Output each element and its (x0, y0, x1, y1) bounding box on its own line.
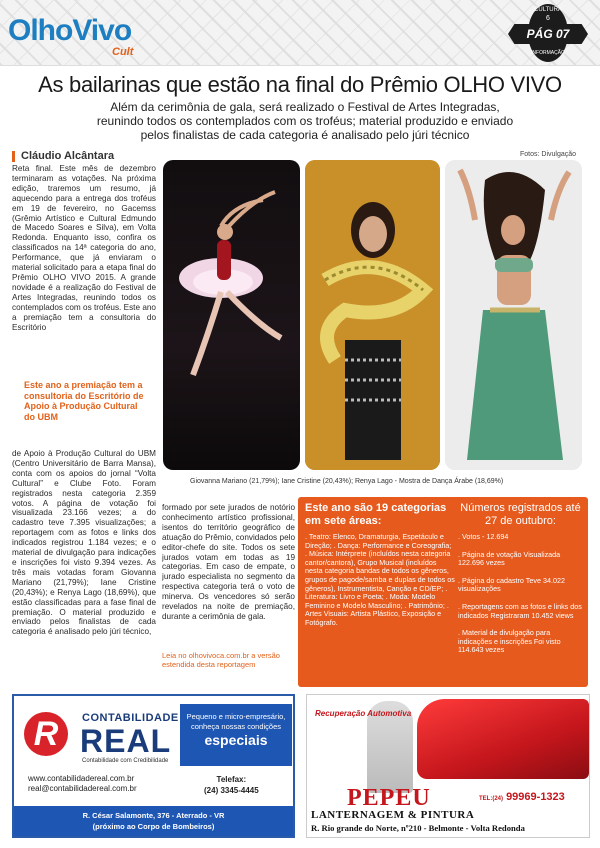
info-box-categories-list: . Teatro: Elenco, Dramaturgia, Espetáculo e Direção; . Dança: Performance e Coreografia; . Música: Intérprete (incluídos nesta categoria cantor/cantora), Grupo Musical (incluídos nesta categoria bandas de todos os gêneros, grupos de pagode/samba e duplas de todos os gêneros), Instrumentista, Canção e CD/EP; . Literatura: Livro e Poeta; . Moda: Modelo Feminino e Modelo Masculino; . Patrimônio; . Artes Visuais: Artista Plástico, Exposição e Fotógrafo. (305, 532, 455, 627)
stat-item: . Material de divulgação para indicações e inscrições Foi visto 114.643 vezes (458, 628, 561, 655)
ad-contabilidade-real[interactable] (12, 694, 295, 838)
ad-email-link[interactable]: real@contabilidadereal.com.br (28, 784, 137, 793)
ad-offer-box (180, 704, 292, 766)
ad-brand-name: PEPEU (347, 785, 431, 811)
ad-pepeu[interactable] (306, 694, 590, 838)
ad-offer-highlight: especiais (204, 732, 268, 748)
badge-footer: INFORMAÇÃO (531, 50, 565, 56)
info-box-stats-title: Números registrados até 27 de outubro: (460, 502, 581, 527)
ad-offer-text: Pequeno e micro-empresário, conheça nossas condições (186, 712, 286, 731)
article-column-1-top: Reta final. Este mês de dezembro terminaram as votações. Na próxima edição, traremos um resumo, já aquecendo para a entrega dos troféus em 19 de fevereiro, no Gacemss (Grêmio Artístico e Cultural Edmundo de Macedo Soares e Silva), em Volta Redonda. Enquanto isso, confira os classificados na 14ª categoria do ano, Performance, que já enviaram o material solicitado para a etapa final do Prêmio OLHO VIVO 2015. A grande novidade é a realização do Festival de Artes Integradas, reunindo todos os contemplados com os troféus. Este ano a premiação tem a consultoria do Escritório (12, 164, 156, 332)
ad-phone: Telefax: (24) 3345-4445 (204, 775, 259, 795)
info-box (298, 497, 588, 687)
page-number: PÁG 07 (526, 27, 570, 41)
real-logo-icon: R (24, 712, 68, 756)
logo: OlhoVivo (8, 14, 132, 47)
photo-caption: Giovanna Mariano (21,79%); Iane Cristine (20,43%); Renya Lago - Mostra de Dança Árabe (18,69%) (190, 478, 504, 485)
ad-phone: TEL:(24) 99969-1323 (479, 791, 565, 803)
ad-brand-name: REAL (80, 723, 172, 759)
car-image (417, 699, 589, 779)
pull-quote: Este ano a premiação tem a consultoria do Escritório de Apoio à Produção Cultural do UBM (24, 380, 144, 422)
article-column-2: formado por sete jurados de notório conhecimento artístico profissional, isentos do território geográfico de atuação do Prêmio, convidados pelo editor-chefe do site. Todos os sete jurados votam em todas as 19 categorias. Em caso de empate, o jurado especialista no segmento da respectiva categoria terá o voto de minerva. Os vencedores só serão revelados na noite de premiação, durante a cerimônia de gala. (162, 503, 295, 621)
arab-dancer-illustration (445, 160, 582, 470)
stat-item: . Página de votação Visualizada 122.696 vezes (458, 549, 561, 568)
ad-service: Recuperação Automotiva (315, 709, 412, 718)
photo-credit: Fotos: Divulgação (520, 151, 577, 158)
ad-website-link[interactable]: www.contabilidadereal.com.br (28, 774, 135, 783)
photo-snake-dancer (305, 160, 440, 470)
ad-address: R. César Salamonte, 376 - Aterrado - VR (próximo ao Corpo de Bombeiros) (14, 806, 293, 836)
page-badge (508, 4, 586, 62)
ad-address: R. Rio grande do Norte, nº210 - Belmonte - Volta Redonda (311, 823, 525, 833)
ad-contacts (28, 774, 137, 794)
subheadline: Além da cerimônia de gala, será realizado o Festival de Artes Integradas, reunindo todos os contemplados com os troféus; material produzido e enviado pelos finalistas de cada categoria é analisado pelo júri técnico (96, 100, 514, 142)
stat-item: . Página do cadastro Teve 34.022 visualizações (458, 575, 565, 594)
article-column-1-bottom: de Apoio à Produção Cultural do UBM (Centro Universitário de Barra Mansa), conta com os apoios do jornal “Volta Cultural” e Clube Foto. Foram registrados nesta categoria 2.359 votos. A página de votação foi visualizada 23.166 vezes; a do cadastro teve 7.395 visualizações; a reportagem com as fotos e links dos indicados registrou 1.184 vezes; e o material de divulgação para indicações e inscrições foi visto 9.394 vezes. As três mais votadas foram Giovanna Mariano (21,79%); Iane Cristine (20,43%); e Renya Lago (18,69%), que estão classificadas para a fase final de premiação. O material produzido e enviado pelos finalistas de cada categoria é analisado pelo júri técnico, (12, 449, 156, 637)
ad-brand-top: CONTABILIDADE (82, 712, 179, 724)
ad-tagline: Contabilidade com Credibilidade (82, 758, 169, 764)
stat-item: . Votos - 12.694 (458, 532, 509, 541)
info-box-categories-title: Este ano são 19 categorias em sete áreas: (305, 502, 447, 527)
ballerina-illustration (163, 160, 300, 470)
byline: Cláudio Alcântara (12, 151, 114, 162)
badge-section: CULTURA (534, 7, 562, 13)
photo-ballerina (163, 160, 300, 470)
snake-dancer-illustration (305, 160, 440, 470)
headline: As bailarinas que estão na final do Prêmio OLHO VIVO (38, 72, 562, 97)
badge-number: 6 (546, 15, 550, 22)
logo-subtitle: Cult (112, 46, 134, 58)
read-more-link[interactable]: Leia no olhovivoca.com.br a versão estendida desta reportagem (162, 651, 280, 669)
ad-services-line: LANTERNAGEM & PINTURA (311, 809, 475, 821)
stat-item: . Reportagens com as fotos e links dos indicados Registraram 10.452 views (458, 601, 582, 620)
photo-arab-dancer (445, 160, 582, 470)
page-header (0, 0, 600, 66)
info-box-stats-list (458, 533, 583, 664)
